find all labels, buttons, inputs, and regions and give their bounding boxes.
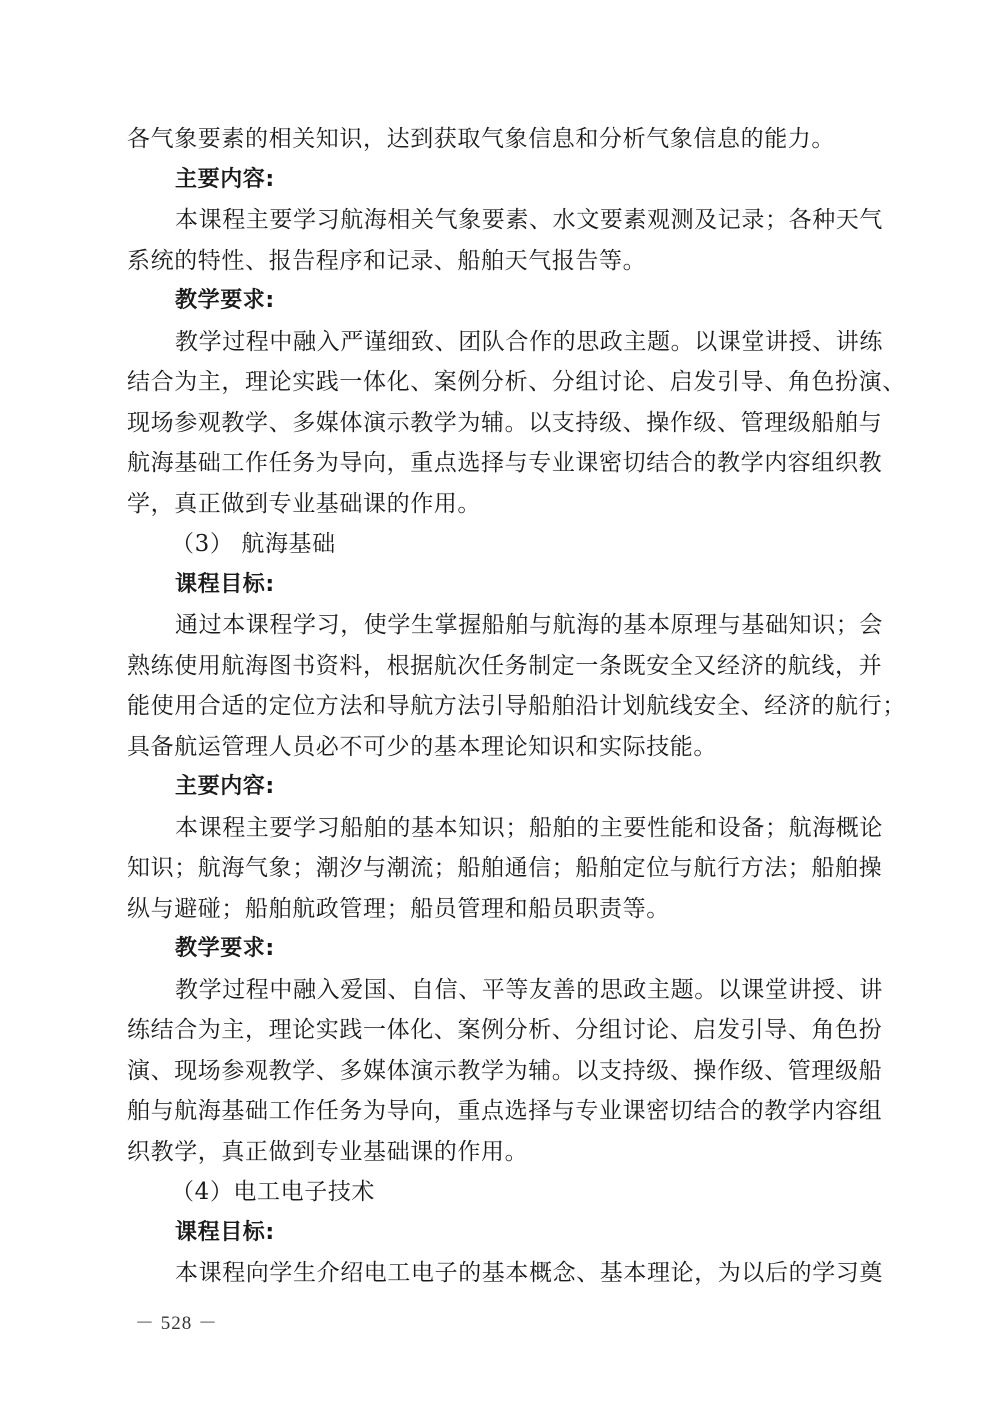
paragraph-line: 具备航运管理人员必不可少的基本理论知识和实际技能。 [127,733,717,760]
paragraph-line: 织教学，真正做到专业基础课的作用。 [127,1138,529,1165]
paragraph-line: 知识；航海气象；潮汐与潮流；船舶通信；船舶定位与航行方法；船舶操 [127,855,883,881]
page-number: － 528 － [135,1313,219,1334]
paragraph-line: 舶与航海基础工作任务为导向，重点选择与专业课密切结合的教学内容组 [127,1098,883,1124]
paragraph-line: 本课程向学生介绍电工电子的基本概念、基本理论，为以后的学习奠 [175,1260,883,1286]
paragraph-line: 通过本课程学习，使学生掌握船舶与航海的基本原理与基础知识；会 [175,612,883,638]
paragraph-line: 本课程主要学习航海相关气象要素、水文要素观测及记录；各种天气 [175,207,883,233]
paragraph-line: 本课程主要学习船舶的基本知识；船舶的主要性能和设备；航海概论 [175,814,883,841]
heading-main-content: 主要内容: [175,774,275,799]
heading-course-objectives: 课程目标: [175,571,275,597]
section-title-navigation-basics: （3） 航海基础 [171,531,336,557]
paragraph-line: 现场参观教学、多媒体演示教学为辅。以支持级、操作级、管理级船舶与 [127,409,883,436]
paragraph-line: 能使用合适的定位方法和导航方法引导船舶沿计划航线安全、经济的航行； [127,693,906,719]
paragraph-line: 教学过程中融入爱国、自信、平等友善的思政主题。以课堂讲授、讲 [175,976,883,1003]
paragraph-line: 学，真正做到专业基础课的作用。 [127,490,481,517]
paragraph-line: 纵与避碰；船舶航政管理；船员管理和船员职责等。 [127,895,670,922]
paragraph-line: 航海基础工作任务为导向，重点选择与专业课密切结合的教学内容组织教 [127,450,883,476]
heading-main-content: 主要内容: [175,166,275,192]
paragraph-continuation: 各气象要素的相关知识，达到获取气象信息和分析气象信息的能力。 [127,126,835,152]
paragraph-line: 教学过程中融入严谨细致、团队合作的思政主题。以课堂讲授、讲练 [175,328,883,355]
paragraph-line: 练结合为主，理论实践一体化、案例分析、分组讨论、启发引导、角色扮 [127,1017,883,1043]
page-body [127,119,906,1294]
section-title-electrical-electronics: （4）电工电子技术 [171,1179,376,1205]
paragraph-line: 演、现场参观教学、多媒体演示教学为辅。以支持级、操作级、管理级船 [127,1057,883,1084]
heading-teaching-requirements: 教学要求: [175,936,275,961]
paragraph-line: 系统的特性、报告程序和记录、船舶天气报告等。 [127,247,647,274]
heading-teaching-requirements: 教学要求: [175,288,275,313]
heading-course-objectives: 课程目标: [175,1219,275,1245]
paragraph-line: 结合为主，理论实践一体化、案例分析、分组讨论、启发引导、角色扮演、 [127,369,906,395]
paragraph-line: 熟练使用航海图书资料，根据航次任务制定一条既安全又经济的航线，并 [127,652,883,679]
